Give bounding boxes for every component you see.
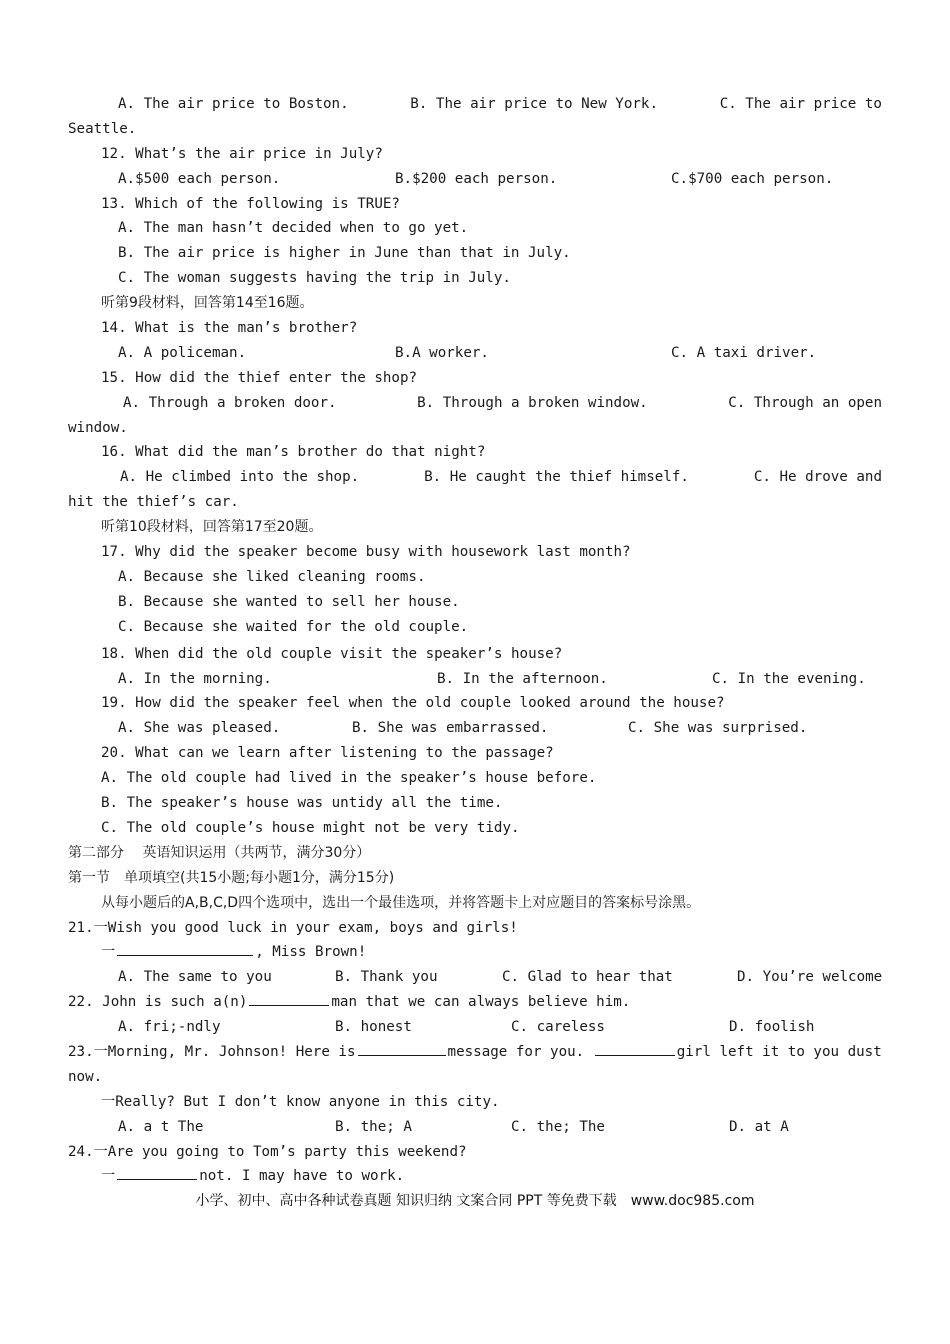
option-c: C. Through an open: [728, 394, 882, 411]
option-b: B. Through a broken window.: [417, 394, 648, 411]
option-c: C. A taxi driver.: [671, 344, 817, 361]
question-22: [68, 990, 882, 1015]
question-text: message for you.: [447, 1043, 585, 1060]
section-heading: 听第10段材料，回答第17至20题。: [101, 519, 323, 536]
option-b: B. He caught the thief himself.: [424, 469, 689, 486]
option-c: C. The air price to: [719, 96, 882, 112]
footer-watermark: 小学、初中、高中各种试卷真题 知识归纳 文案合同 PPT 等免费下载 www.doc985.com: [195, 1193, 755, 1209]
option-a: A. a t The: [118, 1118, 204, 1135]
option-c: C. He drove and: [753, 469, 882, 486]
question-23: [68, 1040, 882, 1065]
option-a: A. fri;-ndly: [118, 1019, 221, 1036]
option-a: A. She was pleased.: [118, 720, 281, 737]
options-row: [68, 341, 882, 366]
option-a: A. The old couple had lived in the speaker’s house before.: [101, 770, 597, 787]
option-a: A. In the morning.: [118, 670, 272, 687]
dash: 一: [101, 944, 116, 961]
option-d: D. foolish: [729, 1019, 815, 1036]
options-row: [68, 465, 882, 490]
option-c: C. The woman suggests having the trip in July.: [118, 270, 511, 287]
question-24: 24.一Are you going to Tom’s party this weekend?: [68, 1143, 467, 1160]
options-row: [68, 1015, 882, 1040]
option-b: B. The air price is higher in June than that in July.: [118, 245, 571, 262]
question-12: 12. What’s the air price in July?: [101, 145, 383, 162]
question-18: 18. When did the old couple visit the speaker’s house?: [101, 645, 563, 662]
options-row: [68, 667, 882, 692]
option-a: A. The man hasn’t decided when to go yet.: [118, 220, 469, 237]
option-c-continued: Seattle.: [68, 120, 137, 137]
option-d: D. at A: [729, 1118, 789, 1135]
option-c: C. the; The: [511, 1118, 605, 1135]
option-b: B. honest: [335, 1019, 412, 1036]
option-a: A.$500 each person.: [118, 170, 281, 187]
reply-text: , Miss Brown!: [255, 944, 367, 961]
dash: 一: [101, 1168, 116, 1185]
option-b: B. In the afternoon.: [437, 670, 608, 687]
option-b: B. The speaker’s house was untidy all the time.: [101, 795, 503, 812]
answer-blank: [595, 1041, 675, 1056]
option-c: C. careless: [511, 1019, 605, 1036]
question-21: 21.一Wish you good luck in your exam, boys and girls!: [68, 919, 518, 936]
answer-blank: [249, 991, 329, 1006]
question-14: 14. What is the man’s brother?: [101, 320, 358, 337]
option-c: C. The old couple’s house might not be very tidy.: [101, 819, 520, 836]
option-c-continued: hit the thief’s car.: [68, 494, 239, 511]
option-b: B. Because she wanted to sell her house.: [118, 593, 460, 610]
question-17: 17. Why did the speaker become busy with housework last month?: [101, 544, 631, 561]
question-text: 22. John is such a(n): [68, 994, 248, 1011]
question-19: 19. How did the speaker feel when the old couple looked around the house?: [101, 695, 725, 712]
option-c: C. In the evening.: [712, 670, 866, 687]
question-text: 23.一Morning, Mr. Johnson! Here is: [68, 1043, 356, 1060]
option-a: A. Through a broken door.: [123, 394, 337, 411]
options-row: [68, 965, 882, 990]
option-a: A. He climbed into the shop.: [120, 469, 360, 486]
option-b: B. Thank you: [335, 969, 438, 986]
option-c: C.$700 each person.: [671, 170, 834, 187]
question-13: 13. Which of the following is TRUE?: [101, 195, 400, 212]
option-c-continued: window.: [68, 419, 128, 436]
question-24-reply: [68, 1164, 882, 1189]
section-heading: 听第9段材料，回答第14至16题。: [101, 295, 314, 312]
instructions: 从每小题后的A,B,C,D四个选项中，选出一个最佳选项，并将答题卡上对应题目的答案标号涂黑。: [101, 894, 701, 911]
option-a: A. The same to you: [118, 969, 272, 986]
options-row: [68, 167, 882, 192]
answer-blank: [358, 1041, 446, 1056]
part-heading: 第二部分 英语知识运用（共两节，满分30分）: [68, 844, 371, 861]
option-a: A. The air price to Boston.: [118, 96, 349, 112]
option-c: C. Glad to hear that: [502, 969, 673, 986]
option-c: C. Because she waited for the old couple.: [118, 618, 469, 635]
question-21-reply: [68, 940, 882, 965]
reply-text: not. I may have to work.: [199, 1168, 405, 1185]
option-b: B.$200 each person.: [395, 170, 558, 187]
option-b: B. the; A: [335, 1118, 412, 1135]
options-row: [68, 1115, 882, 1140]
question-20: 20. What can we learn after listening to the passage?: [101, 745, 554, 762]
option-a: A. Because she liked cleaning rooms.: [118, 568, 426, 585]
option-a: A. A policeman.: [118, 344, 247, 361]
question-23-reply: 一Really? But I don’t know anyone in this city.: [101, 1093, 500, 1110]
answer-blank: [117, 1165, 197, 1180]
options-row: [68, 92, 882, 117]
question-text: man that we can always believe him.: [331, 994, 631, 1011]
option-d: D. You’re welcome: [737, 969, 883, 986]
option-b: B. The air price to New York.: [410, 96, 659, 112]
question-23-continued: now.: [68, 1068, 103, 1085]
options-row: [68, 391, 882, 416]
option-b: B. She was embarrassed.: [352, 720, 549, 737]
question-15: 15. How did the thief enter the shop?: [101, 369, 418, 386]
option-b: B.A worker.: [395, 344, 489, 361]
exam-page: [68, 92, 882, 1189]
question-16: 16. What did the man’s brother do that night?: [101, 444, 486, 461]
answer-blank: [117, 941, 253, 956]
question-text: girl left it to you dust: [676, 1043, 882, 1060]
options-row: [68, 716, 882, 741]
section-heading: 第一节 单项填空(共15小题;每小题1分，满分15分): [68, 869, 395, 886]
option-c: C. She was surprised.: [628, 720, 808, 737]
